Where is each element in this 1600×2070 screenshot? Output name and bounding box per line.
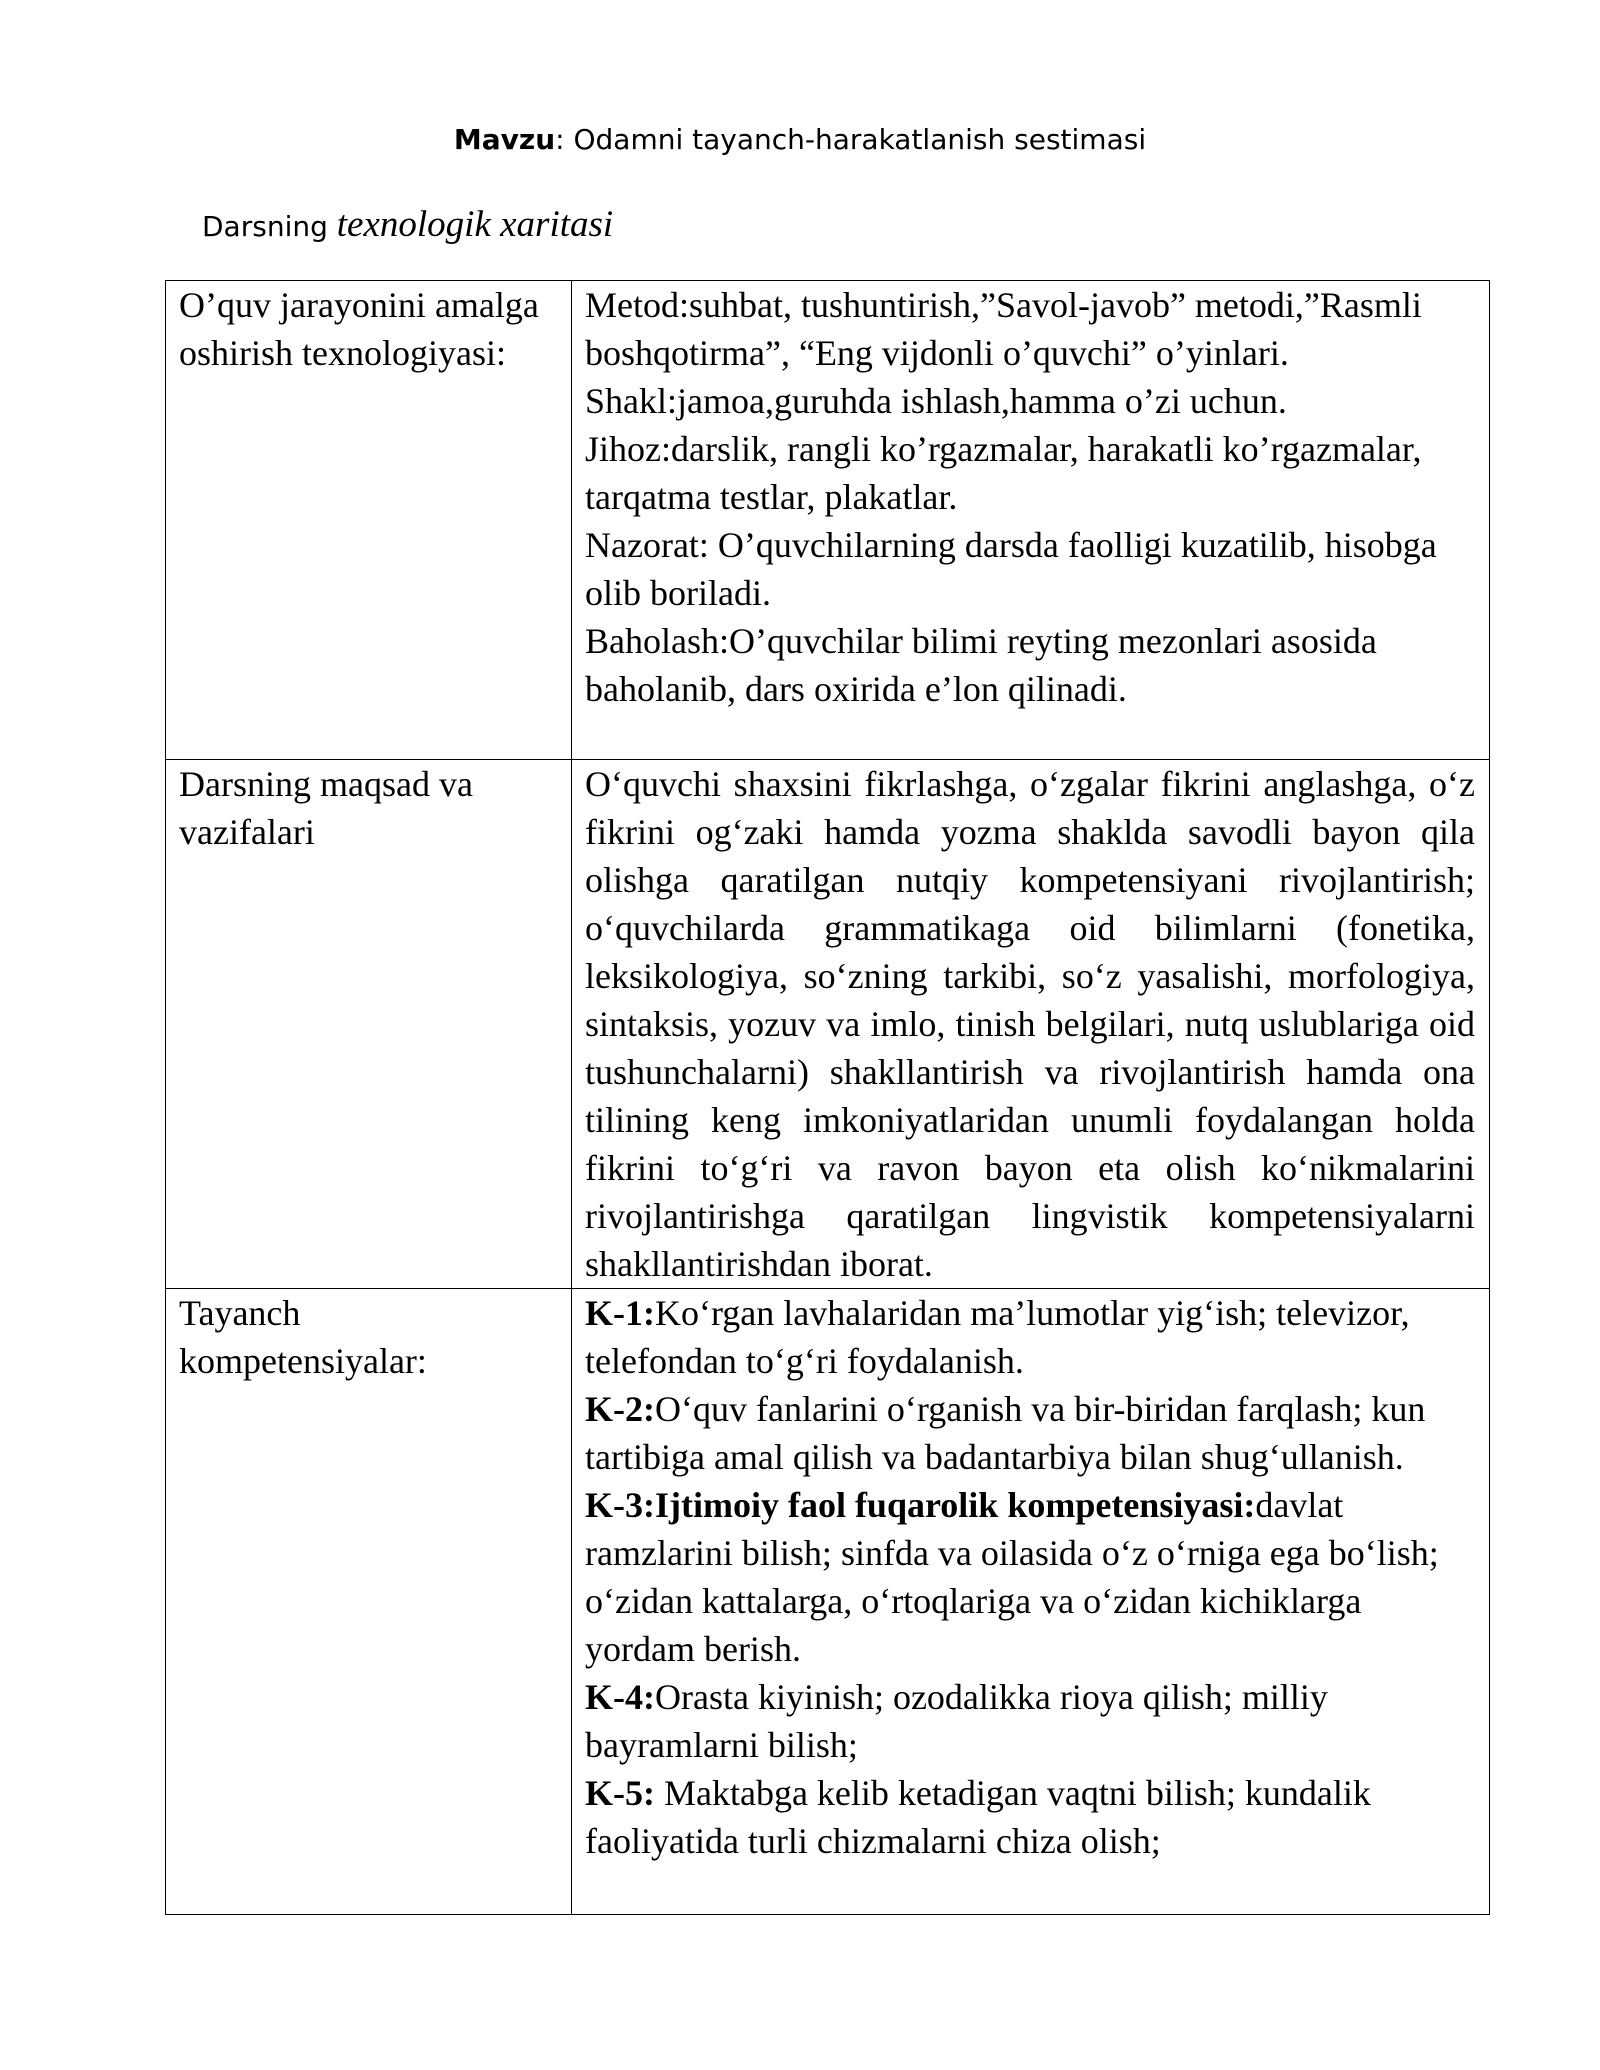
subtitle-plain: Darsning <box>202 210 337 243</box>
content-line-shakl: Shakl:jamoa,guruhda ishlash,hamma o’zi uchun. <box>585 381 1287 421</box>
competency-key: K-2: <box>585 1389 655 1429</box>
row-label: O’quv jarayonini amalga oshirish texnologiyasi: <box>166 281 572 760</box>
row-content: O‘quvchi shaxsini fikrlashga, o‘zgalar fikrini anglashga, o‘z fikrini og‘zaki hamda yozma shakldа savodli bayon qila olishga qaratilgan nutqiy kompetensiyani rivojlantirish; o‘quvchilarda grammatikaga oid bilimlarni (fonetika, leksikologiya, so‘zning tarkibi, so‘z yasalishi, morfologiya, sintaksis, yozuv va imlo, tinish belgilari, nutq uslublariga oid tushunchalarni) shakllantirish va rivojlantirish hamda ona tilining keng imkoniyatlaridan unumli foydalangan holda fikrini to‘g‘ri va ravon bayon eta olish ko‘nikmalarini rivojlantirishga qaratilgan lingvistik kompetensiyalarni shakllantirishdan iborat. <box>572 760 1490 1289</box>
page-title <box>0 120 1600 160</box>
competency-text: Maktabga kelib ketadigan vaqtni bilish; kundalik faoliyatida turli chizmalarni chiza olish; <box>585 1773 1371 1861</box>
competency-key: K-4: <box>585 1677 655 1717</box>
competency-text: Ko‘rgan lavhalaridan ma’lumotlar yig‘ish; televizor, telefondan to‘g‘ri foydalanish. <box>585 1293 1410 1381</box>
row-content <box>572 281 1490 760</box>
row-label: Darsning maqsad va vazifalari <box>166 760 572 1289</box>
content-line-nazorat: Nazorat: O’quvchilarning darsda faolligi kuzatilib, hisobga olib boriladi. <box>585 525 1437 613</box>
row-content <box>572 1289 1490 1915</box>
technology-map-table <box>165 280 1490 1915</box>
subtitle-italic: texnologik xaritasi <box>336 204 614 245</box>
competency-text: Orasta kiyinish; ozodalikka rioya qilish; milliy bayramlarni bilish; <box>585 1677 1328 1765</box>
content-line-baholash: Baholash:O’quvchilar bilimi reyting mezonlari asosida baholanib, dars oxirida e’lon qilinadi. <box>585 621 1377 709</box>
table-row <box>166 281 1490 760</box>
competency-key: K-3:Ijtimoiy faol fuqarolik kompetensiyasi: <box>585 1485 1256 1525</box>
competency-text: O‘quv fanlarini o‘rganish va bir-biridan farqlash; kun tartibiga amal qilish va badantarbiya bilan shug‘ullanish. <box>585 1389 1426 1477</box>
content-line-jihoz: Jihoz:darslik, rangli ko’rgazmalar, harakatli ko’rgazmalar, tarqatma testlar, plakatlar. <box>585 429 1422 517</box>
row-label: Tayanch kompetensiyalar: <box>166 1289 572 1915</box>
competency-k5 <box>585 1769 1475 1865</box>
competency-key: K-5: <box>585 1773 655 1813</box>
subtitle <box>202 200 613 253</box>
table-row <box>166 1289 1490 1915</box>
competency-k4 <box>585 1673 1475 1769</box>
content-line-metod: Metod:suhbat, tushuntirish,”Savol-javob” metodi,”Rasmli boshqotirma”, “Eng vijdonli o’quvchi” o’yinlari. <box>585 285 1422 373</box>
table-row <box>166 760 1490 1289</box>
competency-key: K-1: <box>585 1293 655 1333</box>
competency-k3 <box>585 1481 1475 1673</box>
mavzu-label: Mavzu <box>453 123 556 156</box>
competency-text: davlat ramzlarini bilish; sinfda va oilasida o‘z o‘rniga ega bo‘lish; o‘zidan kattalarga, o‘rtoqlariga va o‘zidan kichiklarga yordam berish. <box>585 1485 1439 1669</box>
competency-k2 <box>585 1385 1475 1481</box>
mavzu-text: : Odamni tayanch-harakatlanish sestimasi <box>555 123 1147 156</box>
competency-k1 <box>585 1289 1475 1385</box>
